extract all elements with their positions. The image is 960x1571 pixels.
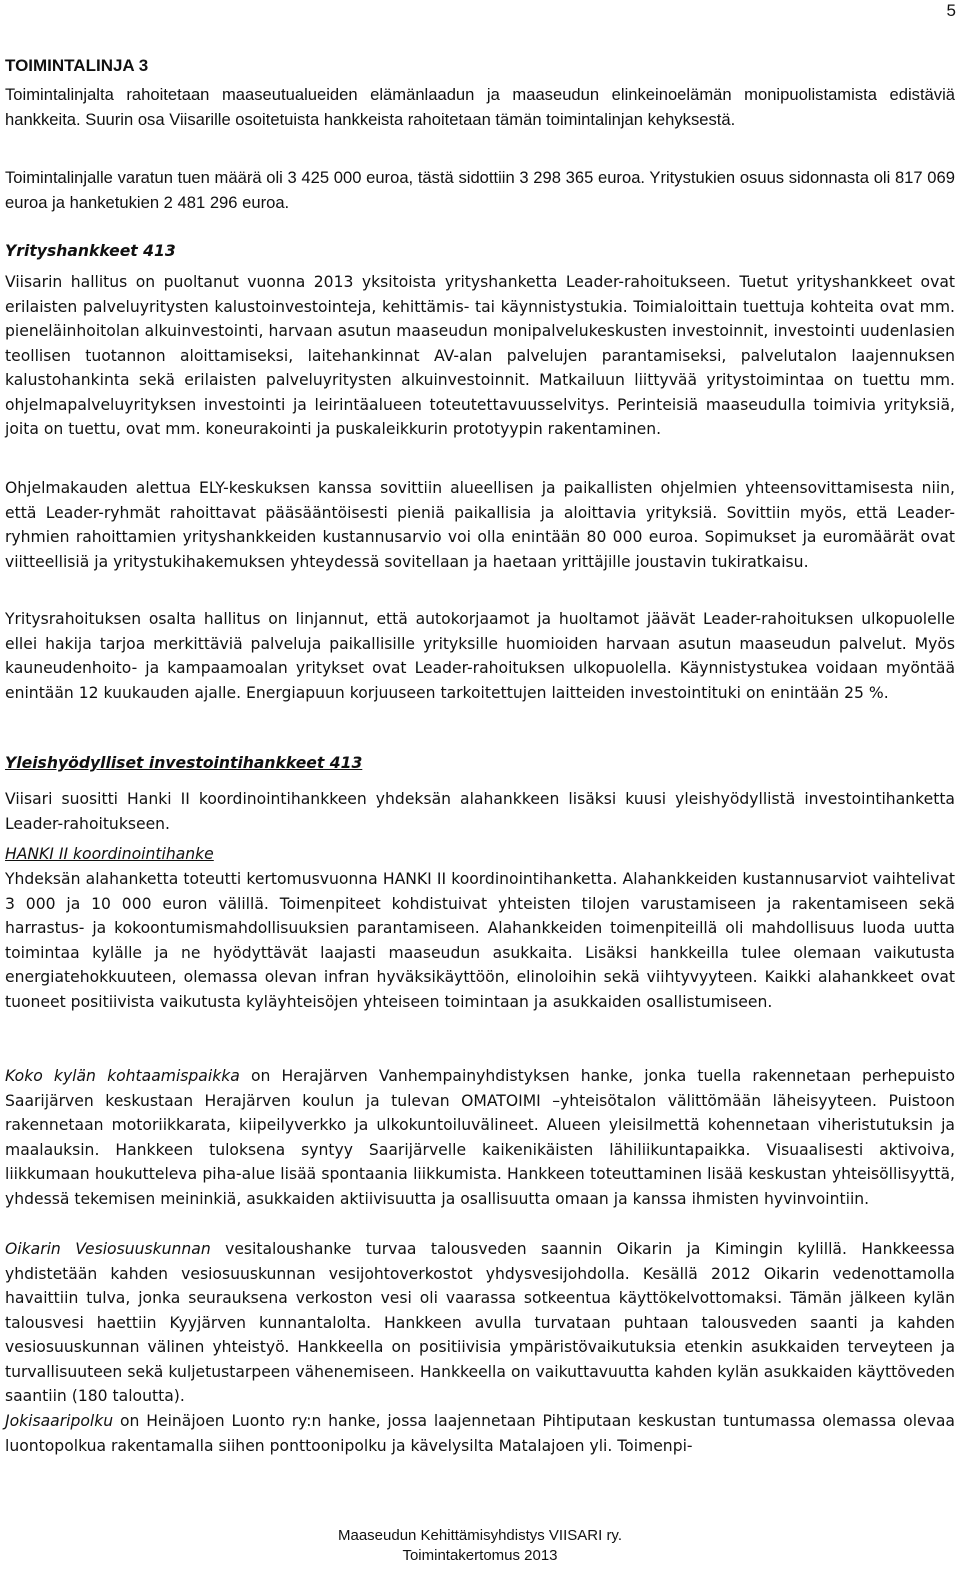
yrityshankkeet-paragraph-3: Yritysrahoituksen osalta hallitus on linjannut, että autokorjaamot ja huoltamot jäävät Leader-rahoituksen ulkopuolelle ellei hakija tarjoa merkittäviä palveluja paikallisille yrityksille huomioiden harvaan asutun maaseudun palvelut. Myös kauneudenhoito- ja kampaamoalan yritykset ovat Leader-rahoituksen ulkopuolella. Käynnistystukea voidaan myöntää enintään 12 kuukauden ajalle. Energiapuun korjuuseen tarkoitettujen laitteiden investointituki on enintään 25 %. — [5, 610, 955, 702]
kohtaamispaikka-paragraph — [5, 1064, 955, 1211]
jokisaaripolku-text: on Heinäjoen Luonto ry:n hanke, jossa laajennetaan Pihtiputaan keskustan tuntumassa olemassa olevaa luontopolkua rakentamalla siihen ponttoonipolku ja kävelysilta Matalajoen yli. Toimenpi- — [5, 1412, 955, 1455]
footer-document-name: Toimintakertomus 2013 — [402, 1547, 558, 1564]
jokisaaripolku-title: Jokisaaripolku — [5, 1412, 114, 1430]
section-heading-yleishyodylliset: Yleishyödylliset investointihankkeet 413 — [5, 754, 363, 772]
vesiosuuskunta-text: vesitaloushanke turvaa talousveden saannin Oikarin ja Kimingin kylillä. Hankkeessa yhdistetään kahden vesiosuuskunnan vesijohtoverkostot yhdysvesijohdolla. Kesällä 2012 Oikarin vedenottamolla havaittiin tulva, jonka seurauksena verkoston vesi oli vaarassa sotkeentua käyttökelvottomaksi. Tämän jälkeen kylän talousvesi haettiin Kyyjärven kunnantalolta. Hankkeen avulla turvataan puhtaan talousveden saanti ja kahden vesiosuuskunnan välinen yhteistyö. Hankkeella on positiivisia ympäristövaikutuksia etenkin asukkaiden terveyteen ja turvallisuuteen sekä kuljetustarpeen vähenemiseen. Hankkeella on vaikuttavuutta kahden kylän asukkaiden käyttöveden saantiin (180 taloutta). — [5, 1240, 955, 1405]
intro-paragraph-1: Toimintalinjalta rahoitetaan maaseutualueiden elämänlaadun ja maaseudun elinkeinoelämän monipuolistamista edistäviä hankkeita. Suurin osa Viisarille osoitetuista hankkeista rahoitetaan tämän toimintalinjan kehyksestä. — [5, 85, 955, 129]
intro-paragraph-2: Toimintalinjalle varatun tuen määrä oli 3 425 000 euroa, tästä sidottiin 3 298 365 euroa. Yritystukien osuus sidonnasta oli 817 069 euroa ja hanketukien 2 481 296 euroa. — [5, 168, 955, 212]
kohtaamispaikka-title: Koko kylän kohtaamispaikka — [5, 1067, 240, 1085]
hanki-paragraph: Yhdeksän alahanketta toteutti kertomusvuonna HANKI II koordinointihanketta. Alahankkeiden kustannusarviot vaihtelivat 3 000 ja 10 000 euron välillä. Toimenpiteet kohdistuivat yhteisten tilojen varustamiseen ja rakentamiseen sekä harrastus- ja kokoontumismahdollisuuksien parantamiseen. Alahankkeiden toimenpiteillä oli mahdollisuus luoda uutta toimintaa kylälle ja ne hyödyttävät laajasti maaseudun asukkaita. Lisäksi hankkeilla tulee olemaan vaikutusta energiatehokkuuteen, olemassa olevan infran hyväksikäyttöön, elinoloihin sekä viihtyvyyteen. Kaikki alahankkeet ovat tuoneet positiivista vaikutusta kyläyhteisöjen yhteiseen toimintaan ja asukkaiden osallistumiseen. — [5, 870, 955, 1011]
yleishyodylliset-paragraph-1: Viisari suositti Hanki II koordinointihankkeen yhdeksän alahankkeen lisäksi kuusi yleishyödyllistä investointihanketta Leader-rahoitukseen. — [5, 790, 955, 833]
vesiosuuskunta-paragraph — [5, 1237, 955, 1409]
kohtaamispaikka-text: on Herajärven Vanhempainyhdistyksen hanke, jonka tuella rakennetaan perhepuisto Saarijärven keskustaan Herajärven koulun ja tulevan OMATOIMI –yhteisötalon välittömään läheisyyteen. Puistoon rakennetaan motoriikkarata, kiipeilyverkko ja ulkokuntoiluvälineet. Alueen yleisilmettä kohennetaan viheristutuksin ja maalauksin. Hankkeen tuloksena syntyy Saarijärvelle kaikenikäisten lähiliikuntapaikka. Visuaalisesti aktivoiva, liikkumaan houkutteleva piha-alue lisää spontaania liikkumista. Hankkeen toteuttaminen lisää keskustan yhteisöllisyyttä, yhdessä tekemisen meininkiä, asukkaiden aktiivisuutta ja osallisuutta omaan ja kanssa ihmisten hyvinvointiin. — [5, 1067, 955, 1208]
sub-heading-hanki: HANKI II koordinointihanke — [5, 845, 214, 863]
yrityshankkeet-paragraph-2: Ohjelmakauden alettua ELY-keskuksen kanssa sovittiin alueellisen ja paikallisten ohjelmien yhteensovittamisesta niin, että Leader-ryhmät rahoittavat pääsääntöisesti pieniä paikallisia ja aloittavia yrityksiä. Sovittiin myös, että Leader-ryhmien rahoittamien yrityshankkeiden kustannusarvio voi olla enintään 80 000 euroa. Sopimukset ja euromäärät ovat viitteellisiä ja yritystukihakemuksen yhteydessä sovitellaan ja haetaan yrittäjille joustavin tukiratkaisu. — [5, 479, 955, 571]
yrityshankkeet-paragraph-1: Viisarin hallitus on puoltanut vuonna 2013 yksitoista yrityshanketta Leader-rahoitukseen. Tuetut yrityshankkeet ovat erilaisten palveluyritysten kalustoinvestointeja, kehittämis- tai käynnistystukia. Toimialoittain tuettuja kohteita ovat mm. pieneläinhoitolan alkuinvestointi, harvaan asutun maaseudun monipalvelukeskusten investoinnit, investointi uudenlasien teollisen tuotannon aloittamiseksi, laitehankinnat AV-alan palvelujen parantamiseksi, palvelutalon laajennuksen kalustohankinta sekä erilaisten palveluyritysten alkuinvestoinnit. Matkailuun liittyvää yritystoimintaa on tuettu mm. ohjelmapalveluyrityksen investointi ja leirintäalueen toteutettavuusselvitys. Perinteisiä maaseudulla toimivia yrityksiä, joita on tuettu, ovat mm. koneurakointi ja puskaleikkurin prototyypin rakentaminen. — [5, 273, 955, 438]
vesiosuuskunta-title: Oikarin Vesiosuuskunnan — [5, 1240, 211, 1258]
footer-organization: Maaseudun Kehittämisyhdistys VIISARI ry. — [337, 1527, 622, 1544]
page-title: TOIMINTALINJA 3 — [5, 56, 149, 75]
section-heading-yrityshankkeet: Yrityshankkeet 413 — [5, 242, 176, 260]
jokisaaripolku-paragraph — [5, 1409, 955, 1458]
page-footer — [0, 1526, 960, 1566]
page-number: 5 — [946, 1, 956, 20]
